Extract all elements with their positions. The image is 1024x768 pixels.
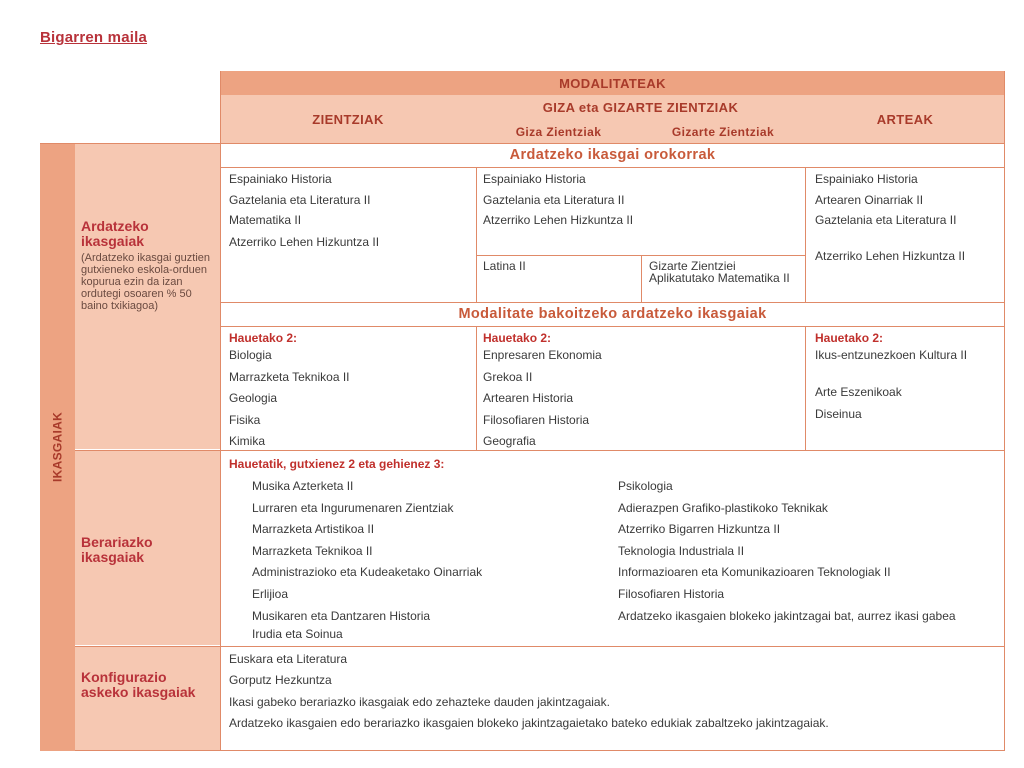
side-label-ikasgaiak: IKASGAIAK — [50, 411, 65, 483]
berariazko-right-item: Teknologia Industriala II — [618, 544, 745, 558]
orokor-gizarte-matematika: Gizarte Zientziei Aplikatutako Matematika II — [649, 259, 790, 285]
grid-line — [220, 302, 1005, 303]
grid-line — [1004, 71, 1005, 751]
grid-line — [641, 255, 642, 302]
berariazko-left-item: Musika Azterketa II — [252, 479, 354, 493]
modalitate-arteak-item: Arte Eszenikoak — [815, 385, 902, 399]
modalitate-zientziak-hauetako: Hauetako 2: — [229, 331, 298, 345]
berariazko-right-item: Atzerriko Bigarren Hizkuntza II — [618, 522, 781, 536]
ardatzeko-note: (Ardatzeko ikasgai guztien gutxieneko eskola-orduen kopurua ezin da izan ordutegi osoaren % 50 baino txikiagoa) — [81, 252, 211, 312]
subjects-table — [40, 71, 1005, 751]
berariazko-left-item: Erlijioa — [252, 587, 289, 601]
header-modalitateak: MODALITATEAK — [220, 71, 1005, 95]
section-orokorrak: Ardatzeko ikasgai orokorrak — [220, 143, 1005, 167]
konfigurazio-item: Euskara eta Literatura — [229, 652, 348, 666]
grid-line — [220, 167, 1005, 168]
modalitate-giza-item: Artearen Historia — [483, 391, 574, 405]
orokor-giza-item: Atzerriko Lehen Hizkuntza II — [483, 213, 634, 227]
berariazko-right-item: Psikologia — [618, 479, 673, 493]
berariazko-right-item: Ardatzeko ikasgaien blokeko jakintzagai bat, aurrez ikasi gabea — [618, 609, 956, 623]
orokor-zientziak-item: Matematika II — [229, 213, 302, 227]
konfigurazio-title: Konfigurazio askeko ikasgaiak — [81, 669, 196, 700]
grid-line — [75, 450, 1005, 451]
modalitate-giza-item: Enpresaren Ekonomia — [483, 348, 602, 362]
berariazko-left-item: Administrazioko eta Kudeaketako Oinarriak — [252, 565, 483, 579]
konfigurazio-item: Ikasi gabeko berariazko ikasgaiak edo zehazteke dauden jakintzagaiak. — [229, 695, 610, 709]
grid-line — [476, 326, 477, 450]
row-header-berariazko — [75, 451, 220, 645]
orokor-arteak-item: Artearen Oinarriak II — [815, 193, 924, 207]
modalitate-zientziak-item: Fisika — [229, 413, 261, 427]
berariazko-right-item: Informazioaren eta Komunikazioaren Teknologiak II — [618, 565, 891, 579]
konfigurazio-item: Gorputz Hezkuntza — [229, 673, 332, 687]
row-header-ardatzeko — [75, 143, 220, 449]
grid-line — [220, 71, 221, 751]
orokor-zientziak-item: Gaztelania eta Literatura II — [229, 193, 371, 207]
berariazko-left-item: Lurraren eta Ingurumenaren Zientziak — [252, 501, 454, 515]
modalitate-giza-item: Grekoa II — [483, 370, 533, 384]
modalitate-zientziak-item: Biologia — [229, 348, 272, 362]
konfigurazio-item: Ardatzeko ikasgaien edo berariazko ikasgaien blokeko jakintzagaietako bateko edukiak zabaltzeko jakintzagaiak. — [229, 716, 829, 730]
header-arteak: ARTEAK — [805, 95, 1005, 143]
grid-line — [40, 143, 1005, 144]
berariazko-left-item: Irudia eta Soinua — [252, 627, 343, 641]
berariazko-left-item: Musikaren eta Dantzaren Historia — [252, 609, 431, 623]
header-gizarte-zientziak: Gizarte Zientziak — [641, 120, 805, 143]
orokor-giza-item: Espainiako Historia — [483, 172, 586, 186]
row-header-konfigurazio — [75, 647, 220, 751]
modalitate-arteak-item: Diseinua — [815, 407, 862, 421]
modalitate-arteak-hauetako: Hauetako 2: — [815, 331, 884, 345]
modalitate-zientziak-item: Geologia — [229, 391, 278, 405]
grid-line — [220, 326, 1005, 327]
orokor-arteak-item: Gaztelania eta Literatura II — [815, 213, 957, 227]
modalitate-giza-item: Filosofiaren Historia — [483, 413, 590, 427]
ardatzeko-title: Ardatzeko ikasgaiak — [81, 218, 149, 249]
header-zientziak: ZIENTZIAK — [220, 95, 476, 143]
grid-line — [805, 326, 806, 450]
header-giza-gizarte: GIZA eta GIZARTE ZIENTZIAK — [476, 95, 805, 120]
modalitate-zientziak-item: Kimika — [229, 434, 266, 448]
orokor-latina: Latina II — [483, 259, 526, 273]
grid-line — [75, 646, 1005, 647]
grid-line — [75, 750, 1005, 751]
grid-line — [476, 167, 477, 302]
grid-line — [805, 167, 806, 302]
berariazko-right-item: Filosofiaren Historia — [618, 587, 725, 601]
berariazko-title: Berariazko ikasgaiak — [81, 534, 153, 565]
page-title: Bigarren maila — [40, 29, 148, 46]
orokor-giza-item: Gaztelania eta Literatura II — [483, 193, 625, 207]
orokor-arteak-item: Espainiako Historia — [815, 172, 918, 186]
orokor-zientziak-item: Espainiako Historia — [229, 172, 332, 186]
berariazko-intro: Hauetatik, gutxienez 2 eta gehienez 3: — [229, 457, 445, 471]
modalitate-zientziak-item: Marrazketa Teknikoa II — [229, 370, 350, 384]
orokor-arteak-item: Atzerriko Lehen Hizkuntza II — [815, 249, 966, 263]
header-giza-zientziak: Giza Zientziak — [476, 120, 641, 143]
modalitate-arteak-item: Ikus-entzunezkoen Kultura II — [815, 348, 968, 362]
orokor-zientziak-item: Atzerriko Lehen Hizkuntza II — [229, 235, 380, 249]
modalitate-giza-item: Geografia — [483, 434, 536, 448]
berariazko-left-item: Marrazketa Teknikoa II — [252, 544, 373, 558]
berariazko-right-item: Adierazpen Grafiko-plastikoko Teknikak — [618, 501, 828, 515]
modalitate-giza-hauetako: Hauetako 2: — [483, 331, 552, 345]
section-modalitate: Modalitate bakoitzeko ardatzeko ikasgaiak — [220, 302, 1005, 326]
berariazko-left-item: Marrazketa Artistikoa II — [252, 522, 375, 536]
